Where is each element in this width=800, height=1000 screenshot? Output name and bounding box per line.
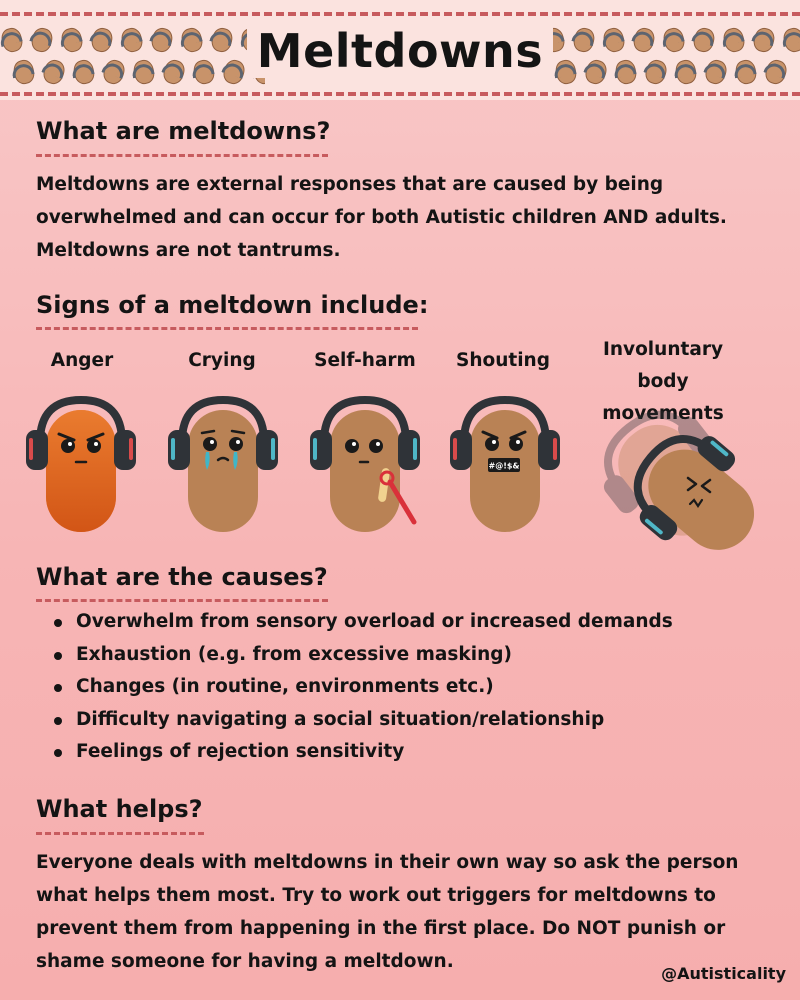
heading-underline	[36, 327, 418, 330]
header-banner	[0, 0, 800, 100]
bullet-icon	[54, 684, 62, 692]
causes-list	[52, 606, 772, 769]
sign-label-crying: Crying	[188, 350, 256, 371]
crying-potato-icon	[162, 392, 284, 538]
header-bottom-divider	[0, 92, 800, 96]
page-title: Meltdowns	[0, 18, 800, 84]
section-text-what: Meltdowns are external responses that are caused by being overwhelmed and can occur for both Autistic children AND adults. Meltdowns are not tantrums.	[36, 174, 727, 261]
author-credit: @Autisticality	[661, 964, 786, 983]
section-heading-what: What are meltdowns?	[36, 117, 331, 145]
list-item-text: Difficulty navigating a social situation/relationship	[76, 708, 605, 730]
list-item	[52, 736, 772, 769]
section-heading-helps: What helps?	[36, 795, 203, 823]
list-item-text: Exhaustion (e.g. from excessive masking)	[76, 643, 512, 665]
bullet-icon	[54, 652, 62, 660]
bullet-icon	[54, 749, 62, 757]
shouting-potato-icon	[444, 392, 566, 538]
list-item	[52, 671, 772, 704]
heading-underline	[36, 832, 204, 835]
self-harm-potato-icon	[304, 392, 426, 538]
bullet-icon	[54, 619, 62, 627]
bullet-icon	[54, 717, 62, 725]
heading-underline	[36, 154, 328, 157]
list-item	[52, 639, 772, 672]
list-item-text: Changes (in routine, environments etc.)	[76, 676, 494, 697]
sign-label-anger: Anger	[50, 350, 114, 371]
section-heading-signs: Signs of a meltdown include:	[36, 291, 429, 319]
moving-potato-icon	[592, 400, 768, 558]
sign-label-shouting: Shouting	[456, 350, 550, 371]
list-item-text: Overwhelm from sensory overload or increased demands	[76, 611, 673, 632]
list-item	[52, 704, 772, 737]
list-item-text: Feelings of rejection sensitivity	[76, 741, 405, 762]
header-top-divider	[0, 12, 800, 16]
sign-label-self-harm: Self-harm	[314, 350, 416, 371]
sign-label-involuntary-movements: Involuntary body movements	[602, 339, 724, 424]
angry-potato-icon	[20, 392, 142, 538]
list-item	[52, 606, 772, 639]
section-heading-causes: What are the causes?	[36, 563, 328, 591]
shouting-speech-text: #@!$&	[488, 461, 520, 471]
heading-underline	[36, 599, 328, 602]
section-text-helps: Everyone deals with meltdowns in their own way so ask the person what helps them most. Try to work out triggers for meltdowns to prevent them from happening in the first place. Do NOT punish or shame someone for having a meltdown.	[36, 852, 739, 972]
